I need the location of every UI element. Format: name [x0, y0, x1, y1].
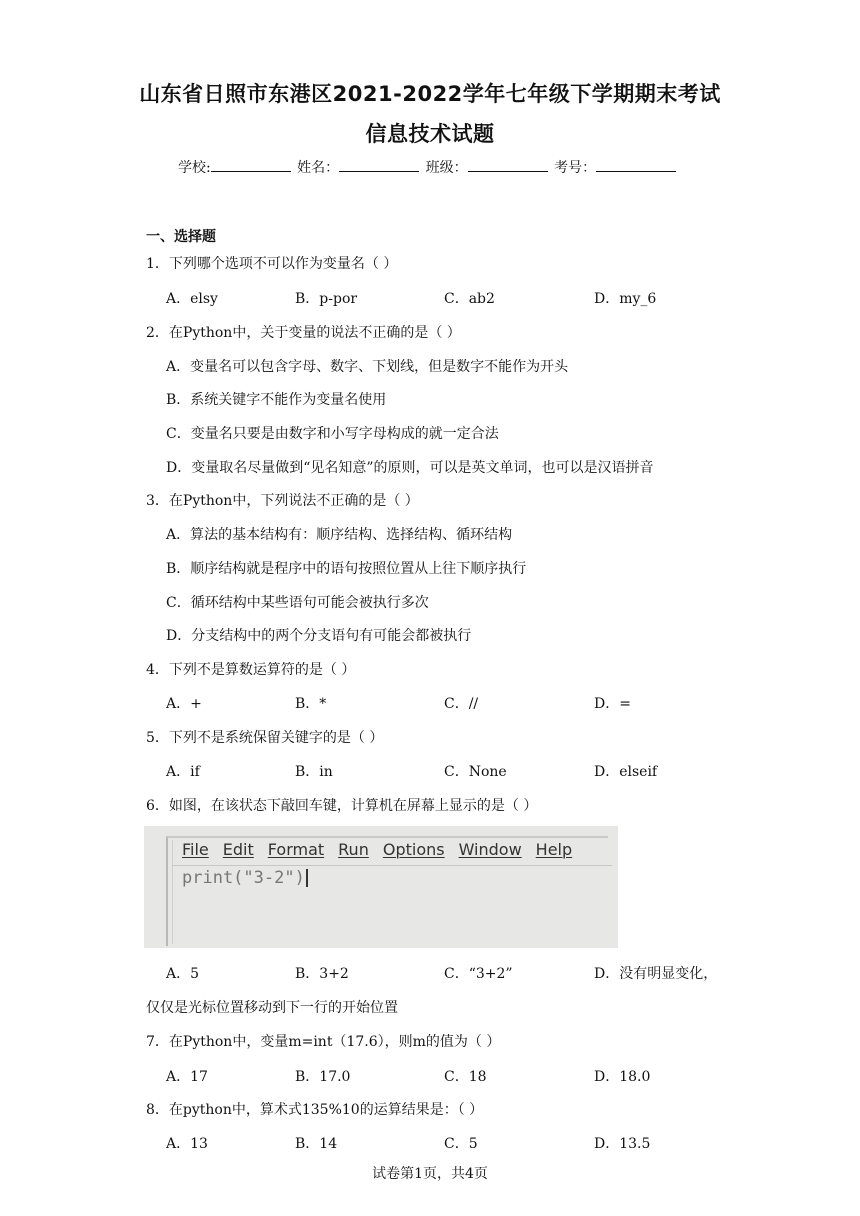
question-7-stem: 7．在Python中，变量m=int（17.6），则m的值为（ ） — [146, 1034, 501, 1050]
option: B．p-por — [295, 291, 358, 307]
menu-edit: Edit — [222, 840, 254, 859]
option: C．循环结构中某些语句可能会被执行多次 — [166, 595, 429, 611]
menu-file: File — [182, 840, 209, 859]
menu-options: Options — [382, 840, 445, 859]
menu-format: Format — [267, 840, 325, 859]
school-blank — [211, 159, 291, 172]
option: A．算法的基本结构有：顺序结构、选择结构、循环结构 — [166, 527, 513, 543]
exam-no-label: 考号： — [554, 160, 597, 176]
option: D．13.5 — [594, 1136, 651, 1152]
text-cursor — [306, 869, 308, 887]
option: B．14 — [295, 1136, 338, 1152]
option: D．分支结构中的两个分支语句有可能会都被执行 — [166, 628, 472, 644]
option: C．5 — [444, 1136, 478, 1152]
question-2-stem: 2．在Python中，关于变量的说法不正确的是（ ） — [146, 325, 461, 341]
idle-editor-screenshot — [144, 826, 618, 948]
class-blank — [468, 159, 548, 172]
question-5-stem: 5．下列不是系统保留关键字的是（ ） — [146, 730, 384, 746]
student-info-row — [178, 157, 678, 177]
question-1-options — [0, 288, 860, 308]
option: D．没有明显变化， — [594, 966, 718, 982]
exam-title-line2: 信息技术试题 — [365, 122, 495, 146]
option: A．+ — [166, 696, 202, 712]
menu-run: Run — [338, 840, 369, 859]
option: C．// — [444, 696, 479, 712]
option: A．13 — [166, 1136, 208, 1152]
option: C．变量名只要是由数字和小写字母构成的就一定合法 — [166, 426, 499, 442]
question-6-option-d-continuation: 仅仅是光标位置移动到下一行的开始位置 — [146, 1000, 398, 1016]
option: C．ab2 — [444, 291, 495, 307]
option: B．顺序结构就是程序中的语句按照位置从上往下顺序执行 — [166, 561, 527, 577]
question-6-options — [0, 963, 860, 983]
option: C．“3+2” — [444, 966, 513, 982]
question-1-stem: 1．下列哪个选项不可以作为变量名（ ） — [146, 256, 398, 272]
option: B．in — [295, 764, 333, 780]
question-4-stem: 4．下列不是算数运算符的是（ ） — [146, 662, 356, 678]
question-8-stem: 8．在python中，算术式135%10的运算结果是：（ ） — [146, 1102, 484, 1118]
exam-title-line1: 山东省日照市东港区2021-2022学年七年级下学期期末考试 — [139, 82, 721, 106]
question-8-options — [0, 1133, 860, 1153]
option: D．elseif — [594, 764, 658, 780]
code-text: print("3-2") — [182, 868, 305, 888]
option: B．3+2 — [295, 966, 349, 982]
option: A．5 — [166, 966, 200, 982]
option: B．系统关键字不能作为变量名使用 — [166, 392, 387, 408]
option: B．17.0 — [295, 1069, 351, 1085]
option: D．my_6 — [594, 291, 657, 307]
question-5-options — [0, 761, 860, 781]
option: A．17 — [166, 1069, 208, 1085]
menu-help: Help — [535, 840, 573, 859]
question-4-options — [0, 693, 860, 713]
option: A．变量名可以包含字母、数字、下划线，但是数字不能作为开头 — [166, 359, 569, 375]
class-label: 班级： — [425, 160, 468, 176]
question-6-stem: 6．如图，在该状态下敲回车键，计算机在屏幕上显示的是（ ） — [146, 798, 538, 814]
option: D．18.0 — [594, 1069, 651, 1085]
section-heading: 一、选择题 — [146, 229, 216, 245]
option: D．变量取名尽量做到“见名知意”的原则，可以是英文单词，也可以是汉语拼音 — [166, 460, 654, 476]
school-label: 学校: — [178, 160, 211, 176]
question-3-stem: 3．在Python中，下列说法不正确的是（ ） — [146, 493, 419, 509]
menubar-divider — [172, 865, 612, 866]
name-label: 姓名： — [297, 160, 340, 176]
option: C．18 — [444, 1069, 487, 1085]
editor-code-line — [182, 868, 308, 888]
page-footer: 试卷第1页，共4页 — [372, 1166, 488, 1182]
menu-window: Window — [458, 840, 522, 859]
option: C．None — [444, 764, 507, 780]
option: B．* — [295, 696, 327, 712]
option: A．elsy — [166, 291, 218, 307]
question-7-options — [0, 1066, 860, 1086]
option: D．= — [594, 696, 631, 712]
editor-menubar — [182, 840, 586, 859]
name-blank — [339, 159, 419, 172]
exam-no-blank — [596, 159, 676, 172]
option: A．if — [166, 764, 200, 780]
